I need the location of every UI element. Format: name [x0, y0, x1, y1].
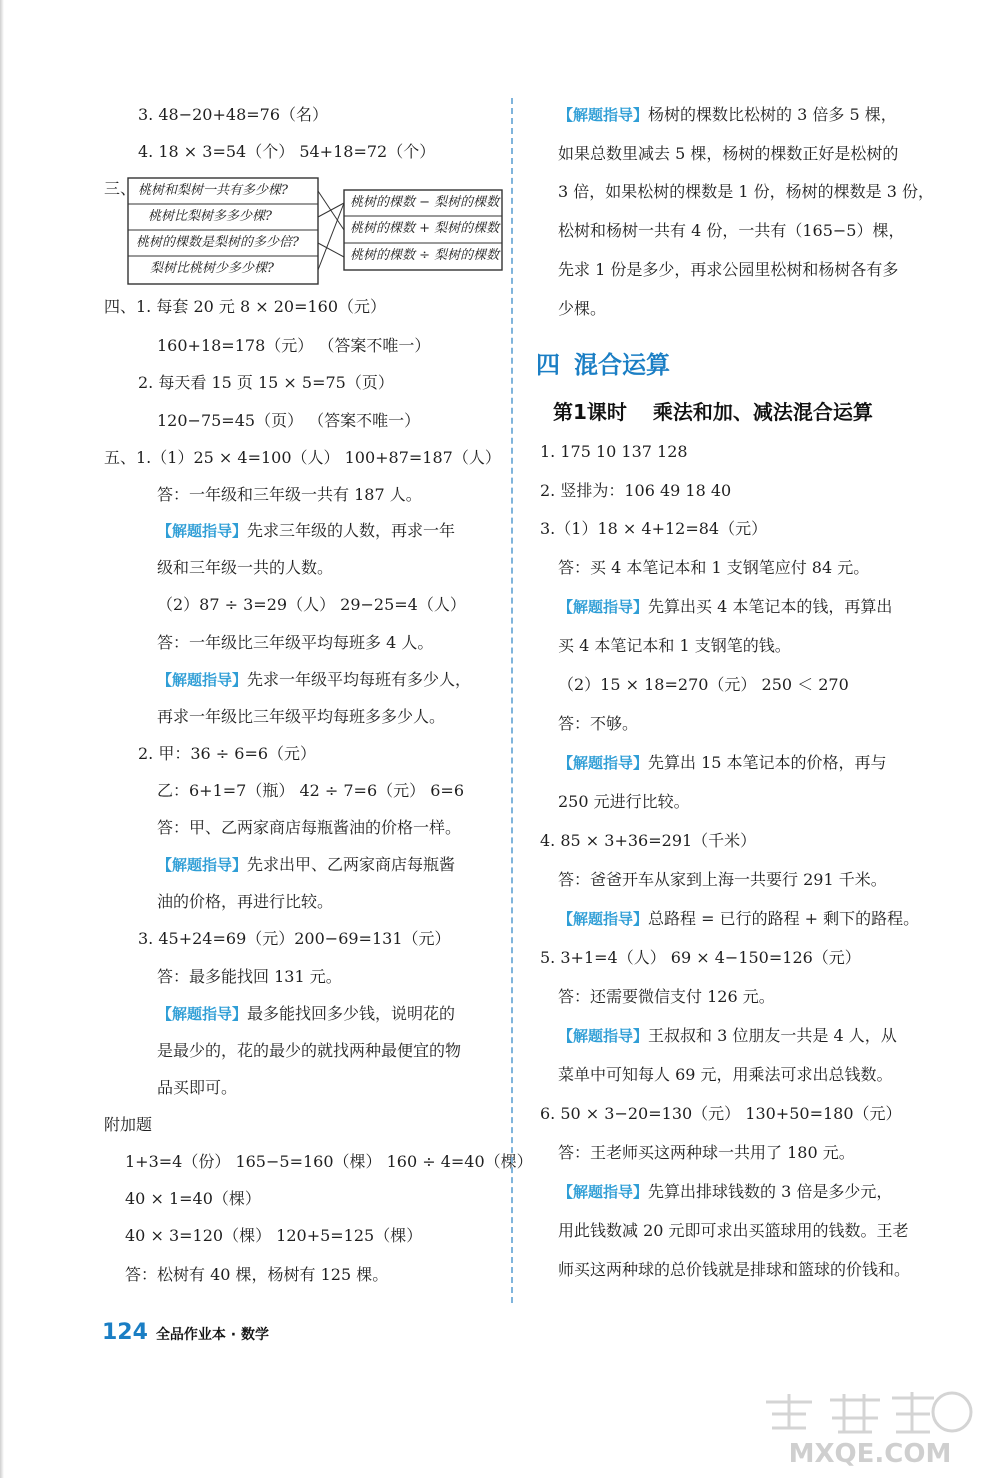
answer-line: 品买即可。 [157, 1078, 238, 1097]
watermark-text: MXQE.COM [788, 1439, 952, 1468]
answer-line: 松树和杨树一共有 4 份，一共有（165−5）棵， [558, 221, 905, 240]
answer-line: （2）15 × 18=270（元） 250 ＜ 270 [558, 675, 849, 694]
guide-label: 【解题指导】 [157, 671, 248, 689]
question-1: 桃树和梨树一共有多少棵? [138, 183, 288, 198]
answer-line: 6. 50 × 3−20=130（元） 130+50=180（元） [540, 1104, 902, 1123]
answer-line: 250 元进行比较。 [558, 792, 690, 811]
answer-line: 4. 85 × 3+36=291（千米） [540, 831, 757, 850]
answer-line: 1. 175 10 137 128 [540, 442, 688, 461]
answer-line: 3.（1）18 × 4+12=84（元） [540, 519, 768, 538]
answer-line: 答：甲、乙两家商店每瓶酱油的价格一样。 [157, 818, 462, 837]
answer-line: 4. 18 × 3=54（个） 54+18=72（个） [138, 142, 436, 161]
watermark-glyphs [766, 1392, 971, 1432]
answer-line: 油的价格，再进行比较。 [157, 892, 334, 911]
answer-line: 答：松树有 40 棵，杨树有 125 棵。 [125, 1265, 389, 1284]
answer-line: 如果总数里减去 5 棵，杨树的棵数正好是松树的 [558, 144, 899, 163]
answer-line: 师买这两种球的总价钱就是排球和篮球的价钱和。 [558, 1260, 911, 1279]
match-line [318, 203, 344, 217]
answer-line: 答：买 4 本笔记本和 1 支钢笔应付 84 元。 [558, 558, 870, 577]
section-heading [536, 345, 670, 381]
page-edge-shadow [0, 0, 4, 1478]
match-line [318, 203, 344, 270]
book-title: 全品作业本 · 数学 [155, 1327, 270, 1343]
answer-line: 四、1. 每套 20 元 8 × 20=160（元） [104, 297, 387, 316]
column-divider [511, 98, 513, 1303]
guide-line: 【解题指导】王叔叔和 3 位朋友一共是 4 人，从 [558, 1026, 897, 1045]
lesson-name: 乘法和加、减法混合运算 [652, 400, 873, 424]
section-number: 四 [536, 351, 560, 379]
answer-line: 答：爸爸开车从家到上海一共要行 291 千米。 [558, 870, 887, 889]
guide-label: 【解题指导】 [558, 1027, 649, 1045]
lesson-heading [553, 396, 873, 426]
guide-line: 【解题指导】最多能找回多少钱，说明花的 [157, 1004, 456, 1023]
question-2: 桃树比梨树多多少棵? [148, 209, 272, 224]
section-label: 三、 [104, 179, 137, 198]
answer-line: 级和三年级一共的人数。 [157, 558, 334, 577]
answer-line: 120−75=45（页） （答案不唯一） [157, 411, 421, 430]
guide-line: 【解题指导】先算出 15 本笔记本的价格，再与 [558, 753, 887, 772]
answer-line: 答：一年级比三年级平均每班多 4 人。 [157, 633, 434, 652]
answer-line: 答：最多能找回 131 元。 [157, 967, 342, 986]
answer-line: 3. 48−20+48=76（名） [138, 105, 329, 124]
page-footer [102, 1320, 269, 1350]
answer-line: 2. 每天看 15 页 15 × 5=75（页） [138, 373, 394, 392]
page-number: 124 [102, 1320, 148, 1345]
answer-line: 答：一年级和三年级一共有 187 人。 [157, 485, 422, 504]
answer-3: 桃树的棵数 ÷ 梨树的棵数 [350, 248, 500, 263]
section-name: 混合运算 [574, 351, 670, 379]
guide-label: 【解题指导】 [558, 598, 649, 616]
answer-line: 2. 竖排为：106 49 18 40 [540, 481, 732, 500]
answer-line: （2）87 ÷ 3=29（人） 29−25=4（人） [157, 595, 466, 614]
answer-line: 160+18=178（元） （答案不唯一） [157, 336, 431, 355]
answer-line: 用此钱数减 20 元即可求出买篮球用的钱数。王老 [558, 1221, 909, 1240]
answer-1: 桃树的棵数 − 梨树的棵数 [350, 195, 500, 210]
answer-line: 是最少的，花的最少的就找两种最便宜的物 [157, 1041, 462, 1060]
answer-line: 乙：6+1=7（瓶） 42 ÷ 7=6（元） 6=6 [157, 781, 464, 800]
answer-line: 40 × 3=120（棵） 120+5=125（棵） [125, 1226, 423, 1245]
match-line [318, 243, 344, 257]
extra-title: 附加题 [104, 1115, 153, 1134]
watermark-logo [752, 1388, 988, 1468]
guide-line: 【解题指导】先求出甲、乙两家商店每瓶酱 [157, 855, 456, 874]
answer-line: 答：还需要微信支付 126 元。 [558, 987, 775, 1006]
answer-line: 3 倍，如果松树的棵数是 1 份，杨树的棵数是 3 份， [558, 182, 934, 201]
answer-line: 3. 45+24=69（元）200−69=131（元） [138, 929, 451, 948]
guide-label: 【解题指导】 [157, 856, 248, 874]
answer-line: 买 4 本笔记本和 1 支钢笔的钱。 [558, 636, 791, 655]
question-3: 桃树的棵数是梨树的多少倍? [136, 235, 299, 250]
answer-line: 再求一年级比三年级平均每班多多少人。 [157, 707, 446, 726]
guide-line: 【解题指导】总路程 = 已行的路程 + 剩下的路程。 [558, 909, 920, 928]
answer-line: 40 × 1=40（棵） [125, 1189, 261, 1208]
guide-line: 【解题指导】先求三年级的人数，再求一年 [157, 521, 456, 540]
guide-line: 【解题指导】杨树的棵数比松树的 3 倍多 5 棵， [558, 105, 897, 124]
guide-label: 【解题指导】 [558, 106, 649, 124]
lesson-number: 第1课时 [553, 400, 627, 424]
answer-line: 先求 1 份是多少，再求公园里松树和杨树各有多 [558, 260, 899, 279]
guide-line: 【解题指导】先算出买 4 本笔记本的钱，再算出 [558, 597, 893, 616]
guide-label: 【解题指导】 [558, 754, 649, 772]
answer-line: 答：不够。 [558, 714, 639, 733]
answer-2: 桃树的棵数 + 梨树的棵数 [350, 221, 500, 236]
question-4: 梨树比桃树少多少棵? [150, 261, 274, 276]
answer-line: 五、1.（1）25 × 4=100（人） 100+87=187（人） [104, 448, 501, 467]
answer-line: 少棵。 [558, 299, 607, 318]
guide-label: 【解题指导】 [157, 1005, 248, 1023]
guide-line: 【解题指导】先算出排球钱数的 3 倍是多少元， [558, 1182, 893, 1201]
guide-label: 【解题指导】 [558, 910, 649, 928]
guide-label: 【解题指导】 [157, 522, 248, 540]
answer-line: 2. 甲：36 ÷ 6=6（元） [138, 744, 317, 763]
answer-line: 答：王老师买这两种球一共用了 180 元。 [558, 1143, 855, 1162]
guide-line: 【解题指导】先求一年级平均每班有多少人， [157, 670, 472, 689]
guide-label: 【解题指导】 [558, 1183, 649, 1201]
answer-line: 5. 3+1=4（人） 69 × 4−150=126（元） [540, 948, 861, 967]
answer-line: 菜单中可知每人 69 元，用乘法可求出总钱数。 [558, 1065, 893, 1084]
answer-line: 1+3=4（份） 165−5=160（棵） 160 ÷ 4=40（棵） [125, 1152, 533, 1171]
